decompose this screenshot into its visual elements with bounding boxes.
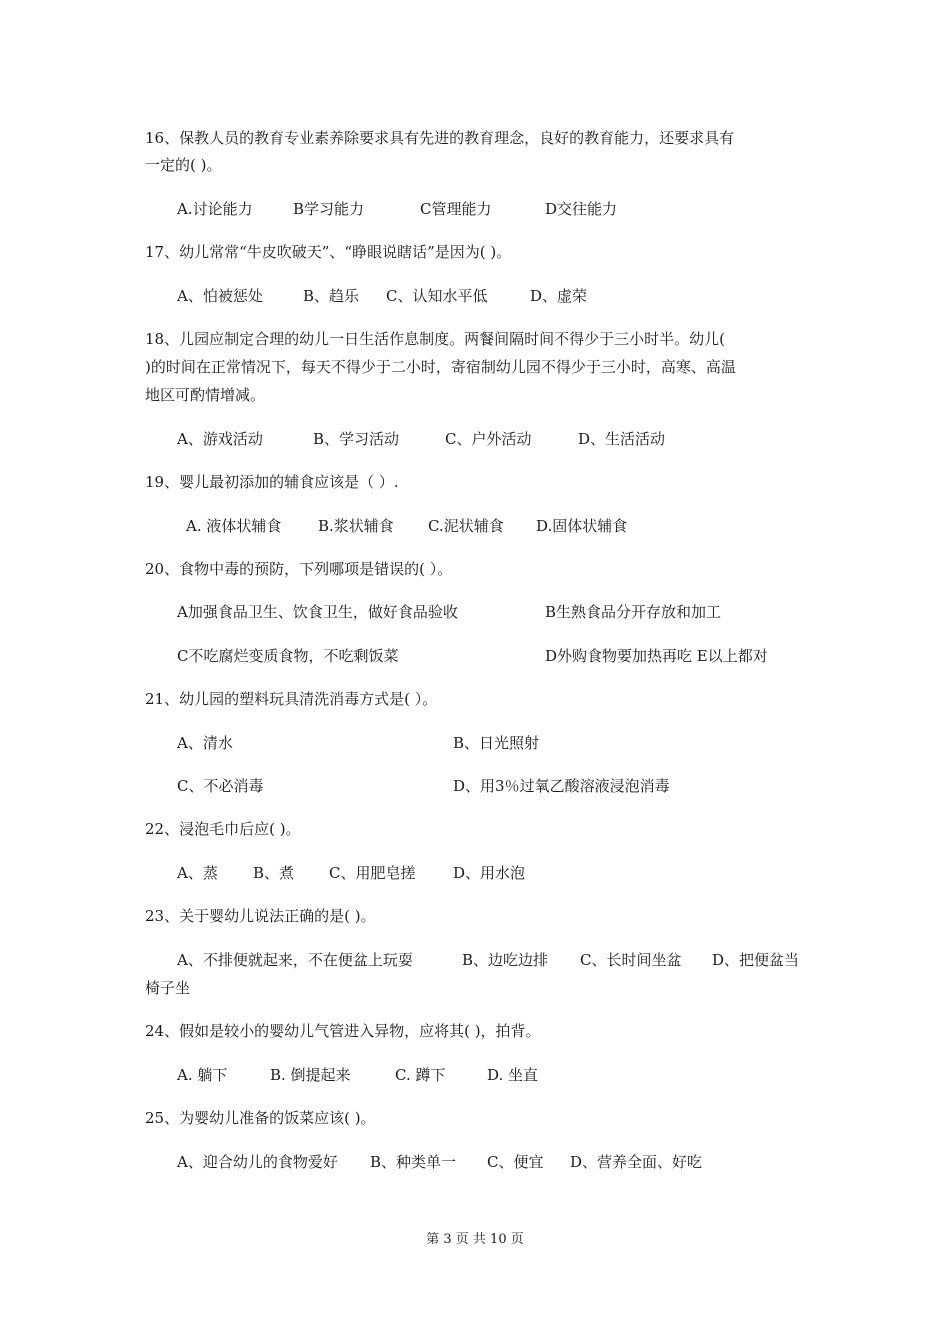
question-24-stem: 24、假如是较小的婴幼儿气管进入异物，应将其( )，拍背。 — [145, 1022, 541, 1040]
question-25-stem: 25、为婴幼儿准备的饭菜应该( )。 — [145, 1109, 376, 1127]
question-18-stem-line-2: )的时间在正常情况下，每天不得少于二小时，寄宿制幼儿园不得少于三小时，高寒、高温 — [145, 358, 736, 376]
question-18-stem-line-3: 地区可酌情增减。 — [145, 386, 266, 404]
question-16-stem-line-1: 16、保教人员的教育专业素养除要求具有先进的教育理念，良好的教育能力，还要求具有 — [145, 129, 735, 147]
question-25-option-d: D、营养全面、好吃 — [570, 1153, 703, 1171]
question-17-option-a: A、怕被惩处 — [177, 287, 263, 305]
question-20-option-d: D外购食物要加热再吃 E以上都对 — [545, 647, 768, 665]
question-22-stem: 22、浸泡毛巾后应( )。 — [145, 820, 301, 838]
question-19-stem: 19、婴儿最初添加的辅食应该是（ ）. — [145, 473, 399, 491]
question-20-option-c: C不吃腐烂变质食物，不吃剩饭菜 — [177, 647, 399, 665]
question-24-option-d: D. 坐直 — [487, 1066, 539, 1084]
question-23-option-c: C、长时间坐盆 — [580, 951, 682, 969]
question-22-option-c: C、用肥皂搓 — [329, 864, 416, 882]
question-18-stem-line-1: 18、儿园应制定合理的幼儿一日生活作息制度。两餐间隔时间不得少于三小时半。幼儿( — [145, 330, 725, 348]
question-24-option-a: A. 躺下 — [177, 1066, 228, 1084]
question-21-stem: 21、幼儿园的塑料玩具清洗消毒方式是( ）。 — [145, 690, 438, 708]
question-20-stem: 20、食物中毒的预防，下列哪项是错误的( ）。 — [145, 560, 453, 578]
question-18-option-c: C、户外活动 — [445, 430, 532, 448]
question-18-option-a: A、游戏活动 — [177, 430, 263, 448]
question-17-option-d: D、虚荣 — [530, 287, 588, 305]
question-17-option-b: B、趋乐 — [303, 287, 360, 305]
question-21-option-b: B、日光照射 — [453, 734, 540, 752]
question-17-option-c: C、认知水平低 — [386, 287, 488, 305]
question-16-stem-line-2: 一定的( )。 — [145, 156, 222, 174]
question-20-option-a: A加强食品卫生、饮食卫生，做好食品验收 — [177, 603, 458, 621]
question-23-option-d-continuation: 椅子坐 — [145, 979, 191, 997]
question-20-option-b: B生熟食品分开存放和加工 — [545, 603, 722, 621]
question-16-option-d: D交往能力 — [545, 200, 618, 218]
question-23-option-a: A、不排便就起来，不在便盆上玩耍 — [177, 951, 413, 969]
question-23-option-d: D、把便盆当 — [712, 951, 800, 969]
question-22-option-a: A、蒸 — [177, 864, 218, 882]
question-17-stem: 17、幼儿常常“牛皮吹破天”、“睁眼说瞎话”是因为( )。 — [145, 243, 512, 261]
question-25-option-a: A、迎合幼儿的食物爱好 — [177, 1153, 338, 1171]
question-25-option-c: C、便宜 — [487, 1153, 544, 1171]
question-19-option-c: C.泥状辅食 — [428, 517, 504, 535]
question-16-option-a: A.讨论能力 — [177, 200, 253, 218]
question-18-option-b: B、学习活动 — [313, 430, 400, 448]
question-21-option-c: C、不必消毒 — [177, 777, 264, 795]
question-19-option-b: B.浆状辅食 — [318, 517, 394, 535]
question-24-option-c: C. 蹲下 — [395, 1066, 446, 1084]
question-23-option-b: B、边吃边排 — [462, 951, 549, 969]
question-21-option-d: D、用3％过氧乙酸溶液浸泡消毒 — [453, 777, 670, 795]
question-22-option-b: B、煮 — [253, 864, 295, 882]
question-22-option-d: D、用水泡 — [453, 864, 526, 882]
question-19-option-a: A. 液体状辅食 — [186, 517, 282, 535]
page-number-footer: 第 3 页 共 10 页 — [426, 1232, 524, 1247]
question-25-option-b: B、种类单一 — [370, 1153, 457, 1171]
question-21-option-a: A、清水 — [177, 734, 233, 752]
question-18-option-d: D、生活活动 — [578, 430, 666, 448]
question-19-option-d: D.固体状辅食 — [536, 517, 628, 535]
question-23-stem: 23、关于婴幼儿说法正确的是( )。 — [145, 907, 376, 925]
question-24-option-b: B. 倒提起来 — [270, 1066, 351, 1084]
question-16-option-b: B学习能力 — [293, 200, 365, 218]
question-16-option-c: C管理能力 — [420, 200, 492, 218]
